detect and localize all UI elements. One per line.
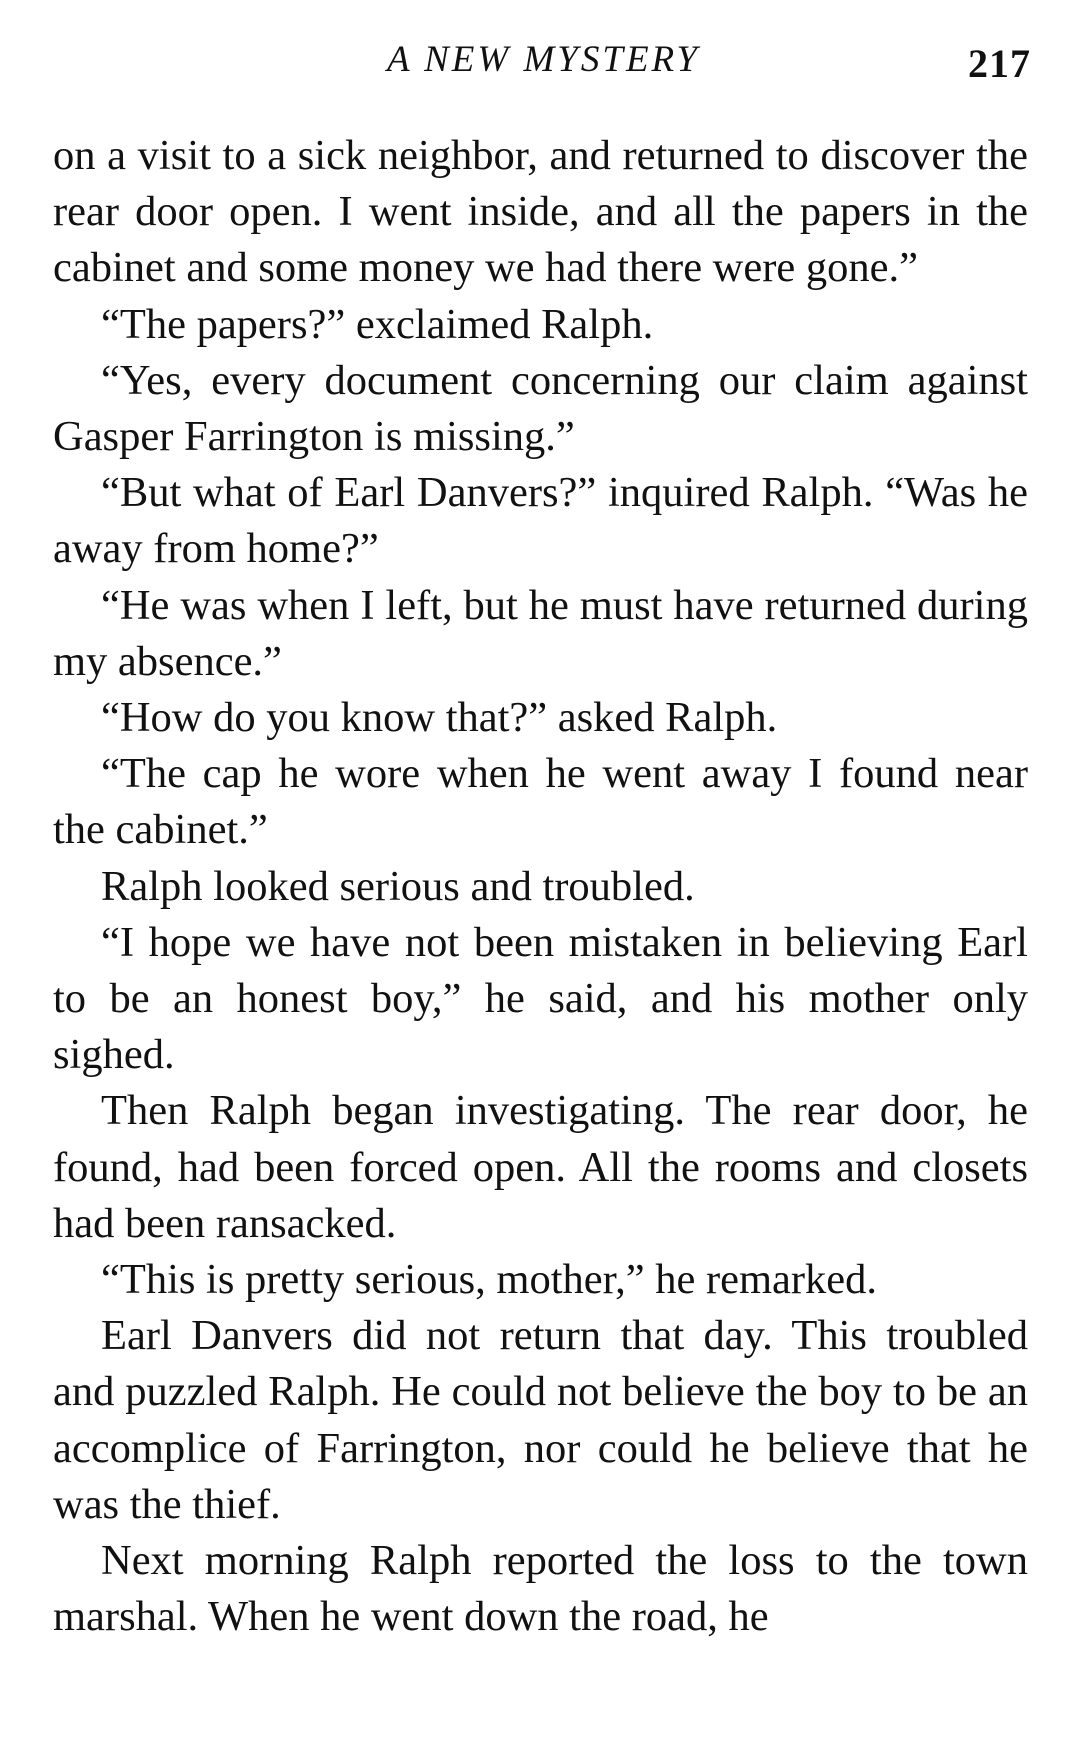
page-number: 217 [968,41,1031,86]
paragraph-4: “But what of Earl Danvers?” inquired Ralph. “Was he away from home?” [53,469,1028,573]
paragraph-5: “He was when I left, but he must have returned during my absence.” [53,581,1028,685]
paragraph-3: “Yes, every document concerning our claim against Gasper Farrington is missing.” [53,356,1028,461]
paragraph-12: Earl Danvers did not return that day. This troubled and puzzled Ralph. He could not believe the boy to be an accomplice of Farrington, nor could he believe that he was the thief. [53,1312,1028,1528]
paragraph-9: “I hope we have not been mistaken in believing Earl to be an honest boy,” he said, and his mother only sighed. [53,918,1028,1079]
paragraph-8: Ralph looked serious and troubled. [101,862,695,910]
paragraph-11: “This is pretty serious, mother,” he remarked. [101,1256,878,1304]
paragraph-7: “The cap he wore when he went away I found near the cabinet.” [53,750,1028,854]
paragraph-1: on a visit to a sick neighbor, and returned to discover the rear door open. I went inside, and all the papers in the cabinet and some money we had there were gone.” [53,132,1028,292]
paragraph-13: Next morning Ralph reported the loss to the town marshal. When he went down the road, he [53,1537,1028,1641]
running-title: A NEW MYSTERY [386,39,701,80]
paragraph-6: “How do you know that?” asked Ralph. [101,694,778,742]
paragraph-10: Then Ralph began investigating. The rear door, he found, had been forced open. All the rooms and closets had been ransacked. [53,1087,1028,1247]
body-text [53,128,1028,1645]
running-head [0,38,1087,88]
paragraph-2: “The papers?” exclaimed Ralph. [101,300,654,348]
